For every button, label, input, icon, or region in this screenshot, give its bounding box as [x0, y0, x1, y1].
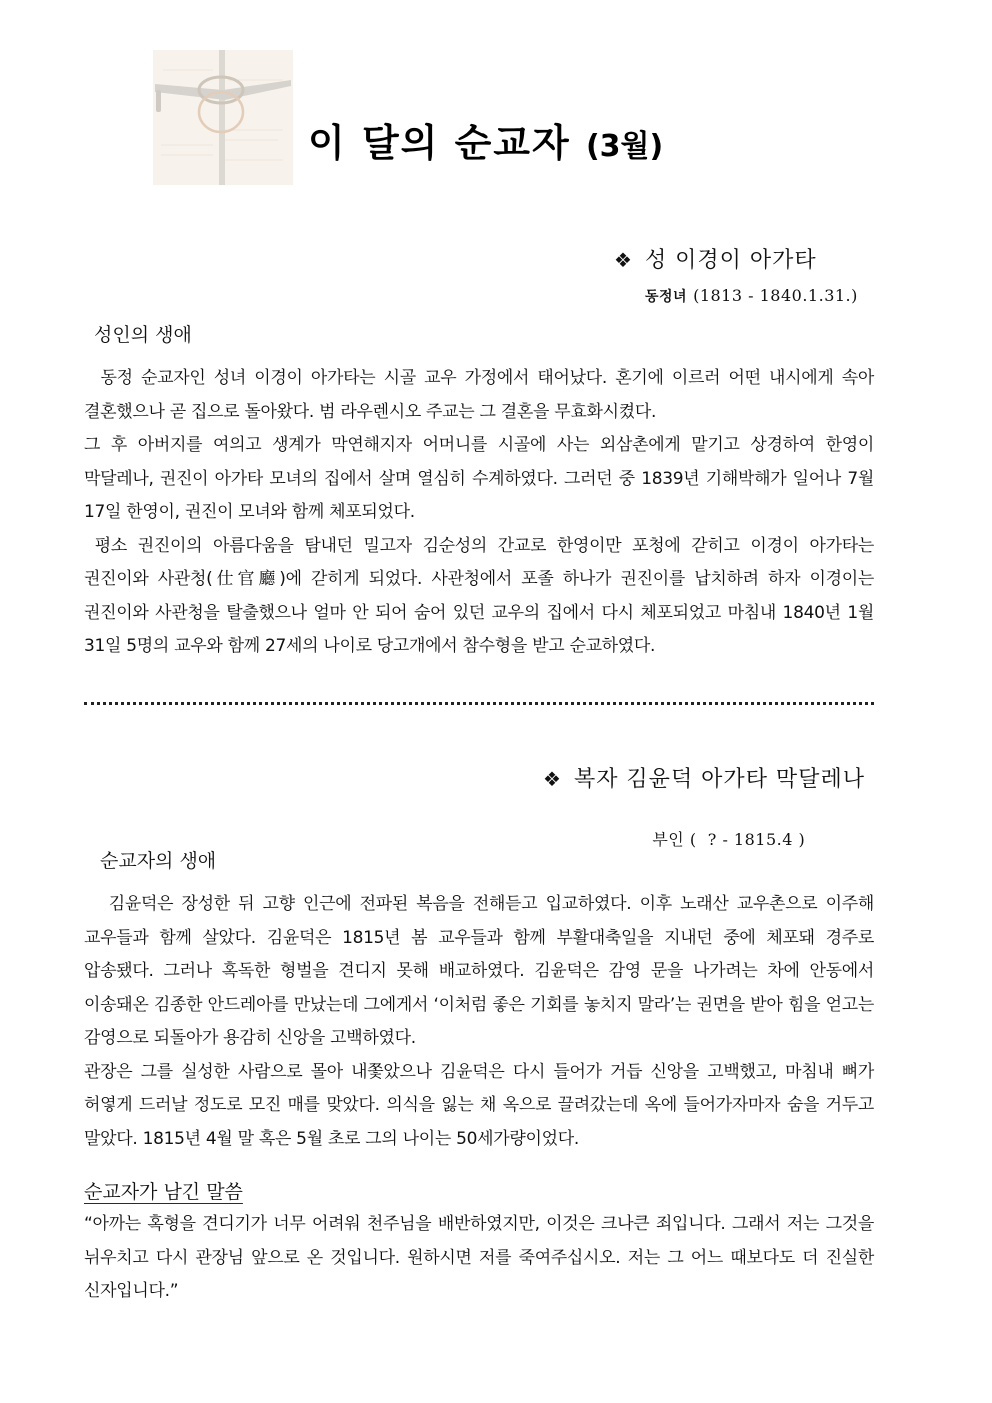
paragraph: 김윤덕은 장성한 뒤 고향 인근에 전파된 복음을 전해듣고 입교하였다. 이후 노래산 교우촌으로 이주해 교우들과 함께 살았다. 김윤덕은 1815년 봄 교우들과 함께 부활대축일을 지내던 중에 체포돼 경주로 압송됐다. 그러나 혹독한 형벌을 견디지 못해 배교하였다. 김윤덕은 감영 문을 나가려는 차에 안동에서 이송돼온 김종한 안드레아를 만났는데 그에게서 ‘이처럼 좋은 기회를 놓치지 말라’는 권면을 받아 힘을 얻고는 감영으로 되돌아가 용감히 신앙을 고백하였다. [84, 894, 880, 1048]
title-month: (3월) [585, 129, 664, 164]
martyr-words-title: 순교자가 남긴 말씀 [84, 1181, 243, 1203]
paragraph: 평소 권진이의 아름다움을 탐내던 밀고자 김순성의 간교로 한영이만 포청에 갇히고 이경이 아가타는 권진이와 사관청(仕官廳)에 갇히게 되었다. 사관청에서 포졸 하나가 권진이를 납치하려 하자 이경이는 권진이와 사관청을 탈출했으나 얼마 안 되어 숨어 있던 교우의 집에서 다시 체포되었고 마침내 1840년 1월 31일 5명의 교우와 함께 27세의 나이로 당고개에서 참수형을 받고 순교하였다. [84, 535, 880, 656]
saint1-dates-line [645, 286, 858, 306]
saint1-heading [614, 243, 817, 274]
saint1-dates: (1813 - 1840.1.31.) [693, 286, 858, 305]
paragraph: 그 후 아버지를 여의고 생계가 막연해지자 어머니를 시골에 사는 외삼촌에게 맡기고 상경하여 한영이 막달레나, 권진이 아가타 모녀의 집에서 살며 열심히 수계하였다. 그러던 중 1839년 기해박해가 일어나 7월 17일 한영이, 권진이 모녀와 함께 체포되었다. [84, 435, 874, 522]
diamond-bullet-icon: ❖ [614, 248, 633, 272]
saint2-heading [543, 762, 865, 793]
cross-with-thorns-image [153, 50, 293, 185]
saint2-section-title: 순교자의 생애 [100, 850, 217, 872]
saint2-role: 부인 [652, 830, 685, 849]
paragraph: 동정 순교자인 성녀 이경이 아가타는 시골 교우 가정에서 태어났다. 혼기에 이르러 어떤 내시에게 속아 결혼했으나 곧 집으로 돌아왔다. 범 라우렌시오 주교는 그 결혼을 무효화시켰다. [84, 368, 880, 422]
title-text: 이 달의 순교자 [308, 121, 571, 165]
diamond-bullet-icon: ❖ [543, 767, 562, 791]
page-title [308, 118, 663, 172]
quote-text: “아까는 혹형을 견디기가 너무 어려워 천주님을 배반하였지만, 이것은 크나큰 죄입니다. 그래서 저는 그것을 뉘우치고 다시 관장님 앞으로 온 것입니다. 원하시면 저를 죽여주십시오. 저는 그 어느 때보다도 더 진실한 신자입니다.” [84, 1214, 874, 1301]
martyr-words [84, 1208, 874, 1309]
paragraph: 관장은 그를 실성한 사람으로 몰아 내쫓았으나 김윤덕은 다시 들어가 거듭 신앙을 고백했고, 마침내 뼈가 허옇게 드러날 정도로 모진 매를 맞았다. 의식을 잃는 채 옥으로 끌려갔는데 옥에 들어가자마자 숨을 거두고 말았다. 1815년 4월 말 혹은 5월 초로 그의 나이는 50세가량이었다. [84, 1061, 874, 1149]
saint2-biography [84, 888, 880, 1156]
saint2-dates: ( ? - 1815.4 ) [689, 830, 806, 849]
saint2-name: 복자 김윤덕 아가타 막달레나 [573, 767, 865, 792]
section-divider [84, 702, 874, 705]
saint1-role: 동정녀 [645, 289, 688, 305]
saint2-dates-line [630, 808, 805, 869]
saint1-biography [84, 362, 880, 664]
saint1-section-title: 성인의 생애 [94, 324, 192, 346]
saint1-name: 성 이경이 아가타 [644, 248, 817, 273]
